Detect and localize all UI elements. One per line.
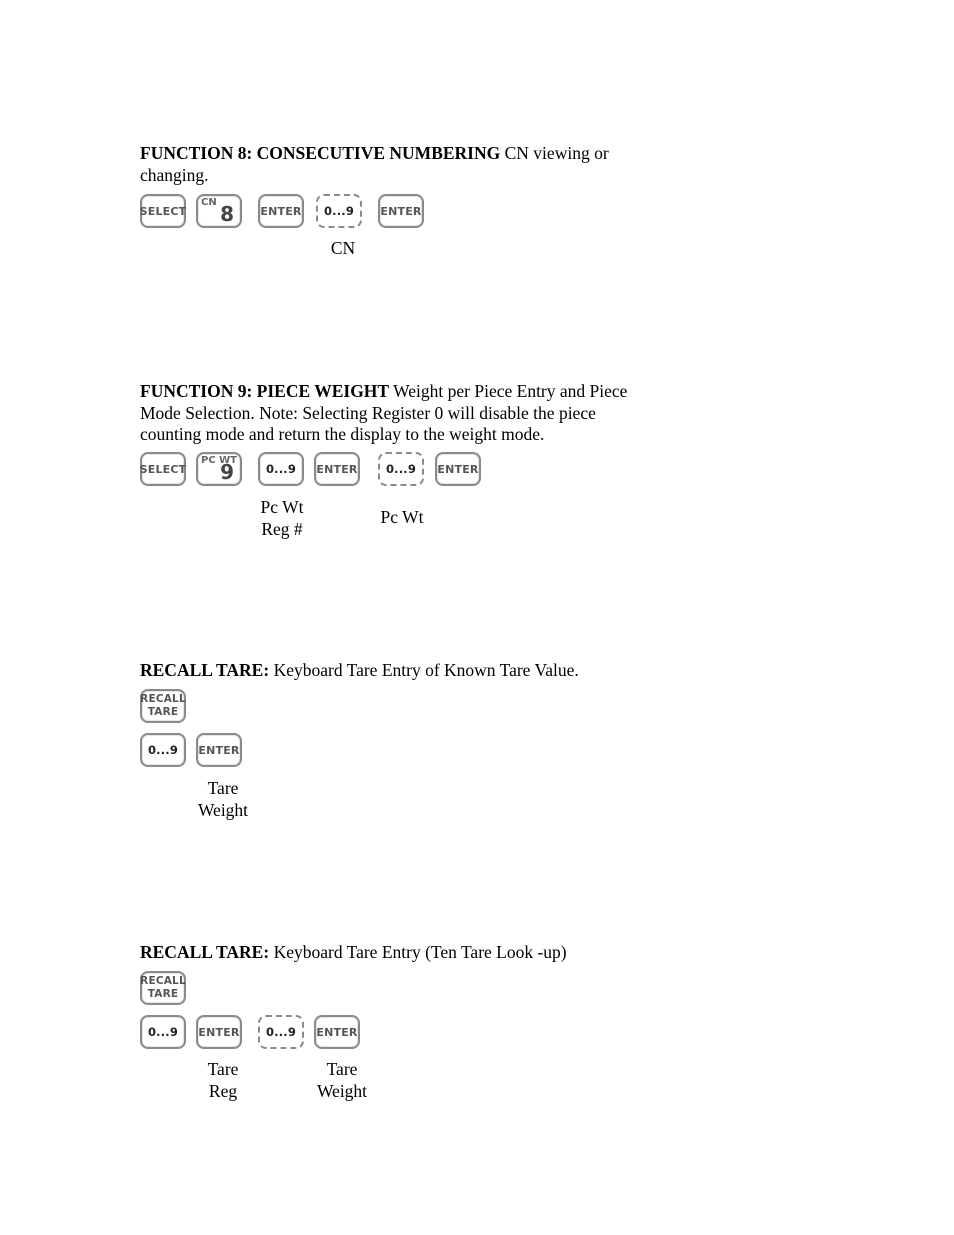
caption-tare-weight-line1: Tare bbox=[207, 778, 239, 798]
recall-tare-known-title: RECALL TARE: bbox=[140, 660, 270, 680]
recall-tare-lookup-description bbox=[140, 942, 680, 964]
pc-wt-key-label: PC WT bbox=[201, 455, 238, 466]
caption-tare-weight bbox=[188, 778, 258, 821]
caption-pc-wt: Pc Wt bbox=[380, 507, 424, 527]
cn-key-number: 8 bbox=[220, 202, 234, 226]
function-9-desc-line1: Weight per Piece Entry and Piece bbox=[389, 381, 628, 401]
cn-key-label: CN bbox=[201, 197, 217, 208]
select-key[interactable]: SELECT bbox=[140, 452, 186, 486]
function-8-desc-line1: CN viewing or bbox=[500, 143, 609, 163]
caption-tare-reg-line1: Tare bbox=[207, 1059, 239, 1079]
caption-pc-wt-reg-line2: Reg # bbox=[261, 518, 303, 539]
digits-key[interactable]: 0...9 bbox=[140, 1015, 186, 1049]
function-8-description bbox=[140, 143, 680, 186]
pc-wt-9-key[interactable] bbox=[196, 452, 242, 486]
function-8-title: FUNCTION 8: CONSECUTIVE NUMBERING bbox=[140, 143, 501, 163]
recall-tare-key-row bbox=[140, 971, 200, 1009]
digits-key[interactable]: 0...9 bbox=[140, 733, 186, 767]
digits-key[interactable]: 0...9 bbox=[258, 1015, 304, 1049]
enter-key[interactable]: ENTER bbox=[435, 452, 481, 486]
recall-tare-key-row bbox=[140, 689, 200, 727]
enter-key[interactable]: ENTER bbox=[378, 194, 424, 228]
function-8-section bbox=[140, 143, 680, 273]
recall-tare-key[interactable]: RECALL TARE bbox=[140, 971, 186, 1005]
enter-key[interactable]: ENTER bbox=[258, 194, 304, 228]
digits-key[interactable]: 0...9 bbox=[258, 452, 304, 486]
caption-tare-reg-line2: Reg bbox=[208, 1080, 238, 1101]
caption-tare-reg bbox=[188, 1059, 258, 1102]
enter-key[interactable]: ENTER bbox=[196, 1015, 242, 1049]
recall-tare-known-key-sequence bbox=[140, 733, 260, 771]
caption-pc-wt-reg bbox=[248, 497, 316, 540]
enter-key[interactable]: ENTER bbox=[314, 1015, 360, 1049]
enter-key[interactable]: ENTER bbox=[314, 452, 360, 486]
function-8-desc-line2: changing. bbox=[140, 164, 209, 185]
caption-pc-wt-reg-line1: Pc Wt bbox=[260, 497, 304, 517]
caption-tare-weight-line2: Weight bbox=[316, 1080, 368, 1101]
function-9-section bbox=[140, 381, 680, 551]
recall-tare-key[interactable]: RECALL TARE bbox=[140, 689, 186, 723]
select-key[interactable]: SELECT bbox=[140, 194, 186, 228]
recall-tare-known-desc: Keyboard Tare Entry of Known Tare Value. bbox=[269, 660, 579, 680]
recall-tare-known-description bbox=[140, 660, 680, 682]
function-9-desc-line3: counting mode and return the display to the weight mode. bbox=[140, 424, 545, 444]
digits-key[interactable]: 0...9 bbox=[316, 194, 362, 228]
function-8-key-sequence bbox=[140, 194, 440, 232]
pc-wt-key-number: 9 bbox=[220, 460, 234, 484]
caption-tare-weight-line2: Weight bbox=[197, 799, 249, 820]
recall-tare-lookup-section bbox=[140, 942, 680, 1112]
function-9-desc-line2: Mode Selection. Note: Selecting Register 0 will disable the piece bbox=[140, 402, 596, 423]
caption-cn: CN bbox=[330, 238, 356, 258]
enter-key[interactable]: ENTER bbox=[196, 733, 242, 767]
function-9-key-sequence bbox=[140, 452, 500, 490]
recall-tare-lookup-title: RECALL TARE: bbox=[140, 942, 270, 962]
function-9-description bbox=[140, 381, 680, 446]
caption-tare-weight-line1: Tare bbox=[326, 1059, 358, 1079]
function-9-title: FUNCTION 9: PIECE WEIGHT bbox=[140, 381, 390, 401]
caption-tare-weight bbox=[307, 1059, 377, 1102]
digits-key[interactable]: 0...9 bbox=[378, 452, 424, 486]
cn-8-key[interactable] bbox=[196, 194, 242, 228]
recall-tare-lookup-key-sequence bbox=[140, 1015, 380, 1053]
recall-tare-known-section bbox=[140, 660, 680, 830]
recall-tare-lookup-desc: Keyboard Tare Entry (Ten Tare Look -up) bbox=[269, 942, 567, 962]
